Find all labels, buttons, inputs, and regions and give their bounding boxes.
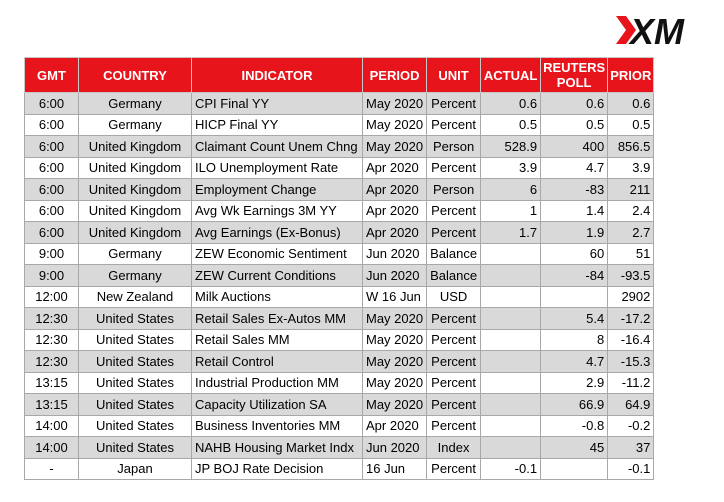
table-row xyxy=(25,157,654,179)
table-row xyxy=(25,93,654,115)
cell-actual: 528.9 xyxy=(481,136,541,158)
cell-prior: 2.7 xyxy=(608,222,654,244)
cell-unit: Balance xyxy=(427,243,481,265)
cell-gmt: 12:30 xyxy=(25,351,79,373)
cell-reuters-poll xyxy=(541,458,608,480)
header-unit: UNIT xyxy=(427,58,481,93)
cell-unit: Balance xyxy=(427,265,481,287)
cell-reuters-poll: 0.5 xyxy=(541,114,608,136)
cell-unit: Percent xyxy=(427,329,481,351)
cell-actual: 0.5 xyxy=(481,114,541,136)
cell-indicator: Business Inventories MM xyxy=(192,415,363,437)
cell-period: May 2020 xyxy=(363,394,427,416)
table-row xyxy=(25,200,654,222)
cell-indicator: Avg Earnings (Ex-Bonus) xyxy=(192,222,363,244)
cell-unit: Percent xyxy=(427,222,481,244)
cell-country: United Kingdom xyxy=(79,200,192,222)
header-reuters-poll: REUTERS POLL xyxy=(541,58,608,93)
cell-period: 16 Jun xyxy=(363,458,427,480)
cell-gmt: 12:30 xyxy=(25,308,79,330)
cell-prior: 856.5 xyxy=(608,136,654,158)
cell-country: Germany xyxy=(79,114,192,136)
cell-period: May 2020 xyxy=(363,114,427,136)
cell-reuters-poll: -84 xyxy=(541,265,608,287)
cell-reuters-poll: 4.7 xyxy=(541,351,608,373)
header-gmt: GMT xyxy=(25,58,79,93)
cell-country: United States xyxy=(79,351,192,373)
table-row xyxy=(25,437,654,459)
cell-indicator: Avg Wk Earnings 3M YY xyxy=(192,200,363,222)
cell-actual: 6 xyxy=(481,179,541,201)
cell-reuters-poll: 1.4 xyxy=(541,200,608,222)
cell-actual xyxy=(481,372,541,394)
cell-gmt: 14:00 xyxy=(25,437,79,459)
cell-indicator: Capacity Utilization SA xyxy=(192,394,363,416)
cell-prior: 211 xyxy=(608,179,654,201)
cell-prior: 37 xyxy=(608,437,654,459)
cell-reuters-poll: 400 xyxy=(541,136,608,158)
cell-country: New Zealand xyxy=(79,286,192,308)
cell-country: United States xyxy=(79,308,192,330)
cell-gmt: 6:00 xyxy=(25,93,79,115)
cell-indicator: HICP Final YY xyxy=(192,114,363,136)
cell-reuters-poll: 1.9 xyxy=(541,222,608,244)
cell-reuters-poll: 66.9 xyxy=(541,394,608,416)
cell-indicator: CPI Final YY xyxy=(192,93,363,115)
cell-gmt: 6:00 xyxy=(25,157,79,179)
cell-reuters-poll: 0.6 xyxy=(541,93,608,115)
cell-country: United States xyxy=(79,394,192,416)
cell-gmt: 12:30 xyxy=(25,329,79,351)
cell-unit: Percent xyxy=(427,114,481,136)
cell-gmt: 6:00 xyxy=(25,114,79,136)
cell-prior: -15.3 xyxy=(608,351,654,373)
cell-country: United States xyxy=(79,329,192,351)
table-row xyxy=(25,372,654,394)
cell-period: Jun 2020 xyxy=(363,437,427,459)
cell-prior: 51 xyxy=(608,243,654,265)
cell-prior: -0.2 xyxy=(608,415,654,437)
cell-unit: USD xyxy=(427,286,481,308)
cell-actual xyxy=(481,437,541,459)
cell-gmt: - xyxy=(25,458,79,480)
cell-actual: 3.9 xyxy=(481,157,541,179)
cell-gmt: 14:00 xyxy=(25,415,79,437)
cell-indicator: ILO Unemployment Rate xyxy=(192,157,363,179)
header-actual: ACTUAL xyxy=(481,58,541,93)
cell-prior: -16.4 xyxy=(608,329,654,351)
cell-actual xyxy=(481,351,541,373)
cell-period: May 2020 xyxy=(363,329,427,351)
cell-period: May 2020 xyxy=(363,93,427,115)
cell-indicator: ZEW Current Conditions xyxy=(192,265,363,287)
cell-actual: 1.7 xyxy=(481,222,541,244)
cell-actual: 0.6 xyxy=(481,93,541,115)
cell-prior: 2.4 xyxy=(608,200,654,222)
cell-period: Apr 2020 xyxy=(363,157,427,179)
cell-unit: Percent xyxy=(427,157,481,179)
cell-unit: Percent xyxy=(427,93,481,115)
cell-reuters-poll: 8 xyxy=(541,329,608,351)
cell-actual xyxy=(481,243,541,265)
economic-calendar-table xyxy=(24,57,654,480)
table-row xyxy=(25,114,654,136)
cell-period: W 16 Jun xyxy=(363,286,427,308)
cell-unit: Percent xyxy=(427,200,481,222)
cell-reuters-poll: 5.4 xyxy=(541,308,608,330)
cell-indicator: Retail Sales Ex-Autos MM xyxy=(192,308,363,330)
cell-period: Apr 2020 xyxy=(363,179,427,201)
cell-country: United Kingdom xyxy=(79,157,192,179)
cell-reuters-poll: 45 xyxy=(541,437,608,459)
cell-country: United States xyxy=(79,372,192,394)
logo-text: XM xyxy=(630,11,684,52)
cell-prior: -0.1 xyxy=(608,458,654,480)
cell-reuters-poll: -83 xyxy=(541,179,608,201)
table-row xyxy=(25,308,654,330)
table-row xyxy=(25,222,654,244)
cell-prior: 0.6 xyxy=(608,93,654,115)
cell-indicator: Retail Sales MM xyxy=(192,329,363,351)
cell-period: Apr 2020 xyxy=(363,222,427,244)
cell-indicator: ZEW Economic Sentiment xyxy=(192,243,363,265)
cell-unit: Percent xyxy=(427,415,481,437)
cell-gmt: 6:00 xyxy=(25,200,79,222)
cell-prior: -93.5 xyxy=(608,265,654,287)
cell-actual xyxy=(481,265,541,287)
table-row xyxy=(25,265,654,287)
header-prior: PRIOR xyxy=(608,58,654,93)
table-row xyxy=(25,179,654,201)
table-row xyxy=(25,458,654,480)
cell-reuters-poll: 2.9 xyxy=(541,372,608,394)
cell-reuters-poll: -0.8 xyxy=(541,415,608,437)
cell-indicator: Claimant Count Unem Chng xyxy=(192,136,363,158)
xm-logo-icon xyxy=(612,8,712,54)
cell-indicator: Employment Change xyxy=(192,179,363,201)
cell-period: Jun 2020 xyxy=(363,265,427,287)
cell-actual xyxy=(481,329,541,351)
cell-country: Germany xyxy=(79,93,192,115)
cell-indicator: Industrial Production MM xyxy=(192,372,363,394)
cell-gmt: 13:15 xyxy=(25,372,79,394)
cell-period: May 2020 xyxy=(363,372,427,394)
cell-unit: Percent xyxy=(427,458,481,480)
cell-gmt: 6:00 xyxy=(25,179,79,201)
cell-unit: Person xyxy=(427,136,481,158)
cell-country: United Kingdom xyxy=(79,136,192,158)
table-row xyxy=(25,351,654,373)
cell-prior: 64.9 xyxy=(608,394,654,416)
cell-period: Jun 2020 xyxy=(363,243,427,265)
cell-unit: Person xyxy=(427,179,481,201)
cell-gmt: 9:00 xyxy=(25,243,79,265)
table-row xyxy=(25,329,654,351)
cell-actual xyxy=(481,286,541,308)
cell-prior: 0.5 xyxy=(608,114,654,136)
cell-period: May 2020 xyxy=(363,351,427,373)
cell-prior: -11.2 xyxy=(608,372,654,394)
cell-actual xyxy=(481,394,541,416)
cell-unit: Percent xyxy=(427,308,481,330)
cell-country: United States xyxy=(79,437,192,459)
cell-indicator: Milk Auctions xyxy=(192,286,363,308)
table-row xyxy=(25,136,654,158)
cell-indicator: JP BOJ Rate Decision xyxy=(192,458,363,480)
cell-country: United States xyxy=(79,415,192,437)
cell-actual: 1 xyxy=(481,200,541,222)
cell-unit: Percent xyxy=(427,372,481,394)
table-row xyxy=(25,394,654,416)
cell-reuters-poll xyxy=(541,286,608,308)
cell-gmt: 6:00 xyxy=(25,136,79,158)
table-body xyxy=(25,93,654,480)
cell-gmt: 12:00 xyxy=(25,286,79,308)
cell-actual xyxy=(481,415,541,437)
cell-prior: -17.2 xyxy=(608,308,654,330)
cell-prior: 3.9 xyxy=(608,157,654,179)
cell-unit: Percent xyxy=(427,394,481,416)
header-row xyxy=(25,58,654,93)
cell-period: Apr 2020 xyxy=(363,415,427,437)
cell-prior: 2902 xyxy=(608,286,654,308)
cell-period: May 2020 xyxy=(363,136,427,158)
table-row xyxy=(25,243,654,265)
header-indicator: INDICATOR xyxy=(192,58,363,93)
cell-gmt: 9:00 xyxy=(25,265,79,287)
cell-gmt: 6:00 xyxy=(25,222,79,244)
cell-country: Germany xyxy=(79,265,192,287)
header-country: COUNTRY xyxy=(79,58,192,93)
xm-logo xyxy=(612,8,712,54)
cell-gmt: 13:15 xyxy=(25,394,79,416)
cell-actual xyxy=(481,308,541,330)
table-row xyxy=(25,415,654,437)
cell-reuters-poll: 60 xyxy=(541,243,608,265)
cell-actual: -0.1 xyxy=(481,458,541,480)
cell-period: May 2020 xyxy=(363,308,427,330)
cell-country: United Kingdom xyxy=(79,222,192,244)
cell-country: United Kingdom xyxy=(79,179,192,201)
cell-period: Apr 2020 xyxy=(363,200,427,222)
header-period: PERIOD xyxy=(363,58,427,93)
table-row xyxy=(25,286,654,308)
cell-country: Germany xyxy=(79,243,192,265)
cell-unit: Percent xyxy=(427,351,481,373)
cell-indicator: Retail Control xyxy=(192,351,363,373)
cell-country: Japan xyxy=(79,458,192,480)
cell-reuters-poll: 4.7 xyxy=(541,157,608,179)
cell-indicator: NAHB Housing Market Indx xyxy=(192,437,363,459)
cell-unit: Index xyxy=(427,437,481,459)
